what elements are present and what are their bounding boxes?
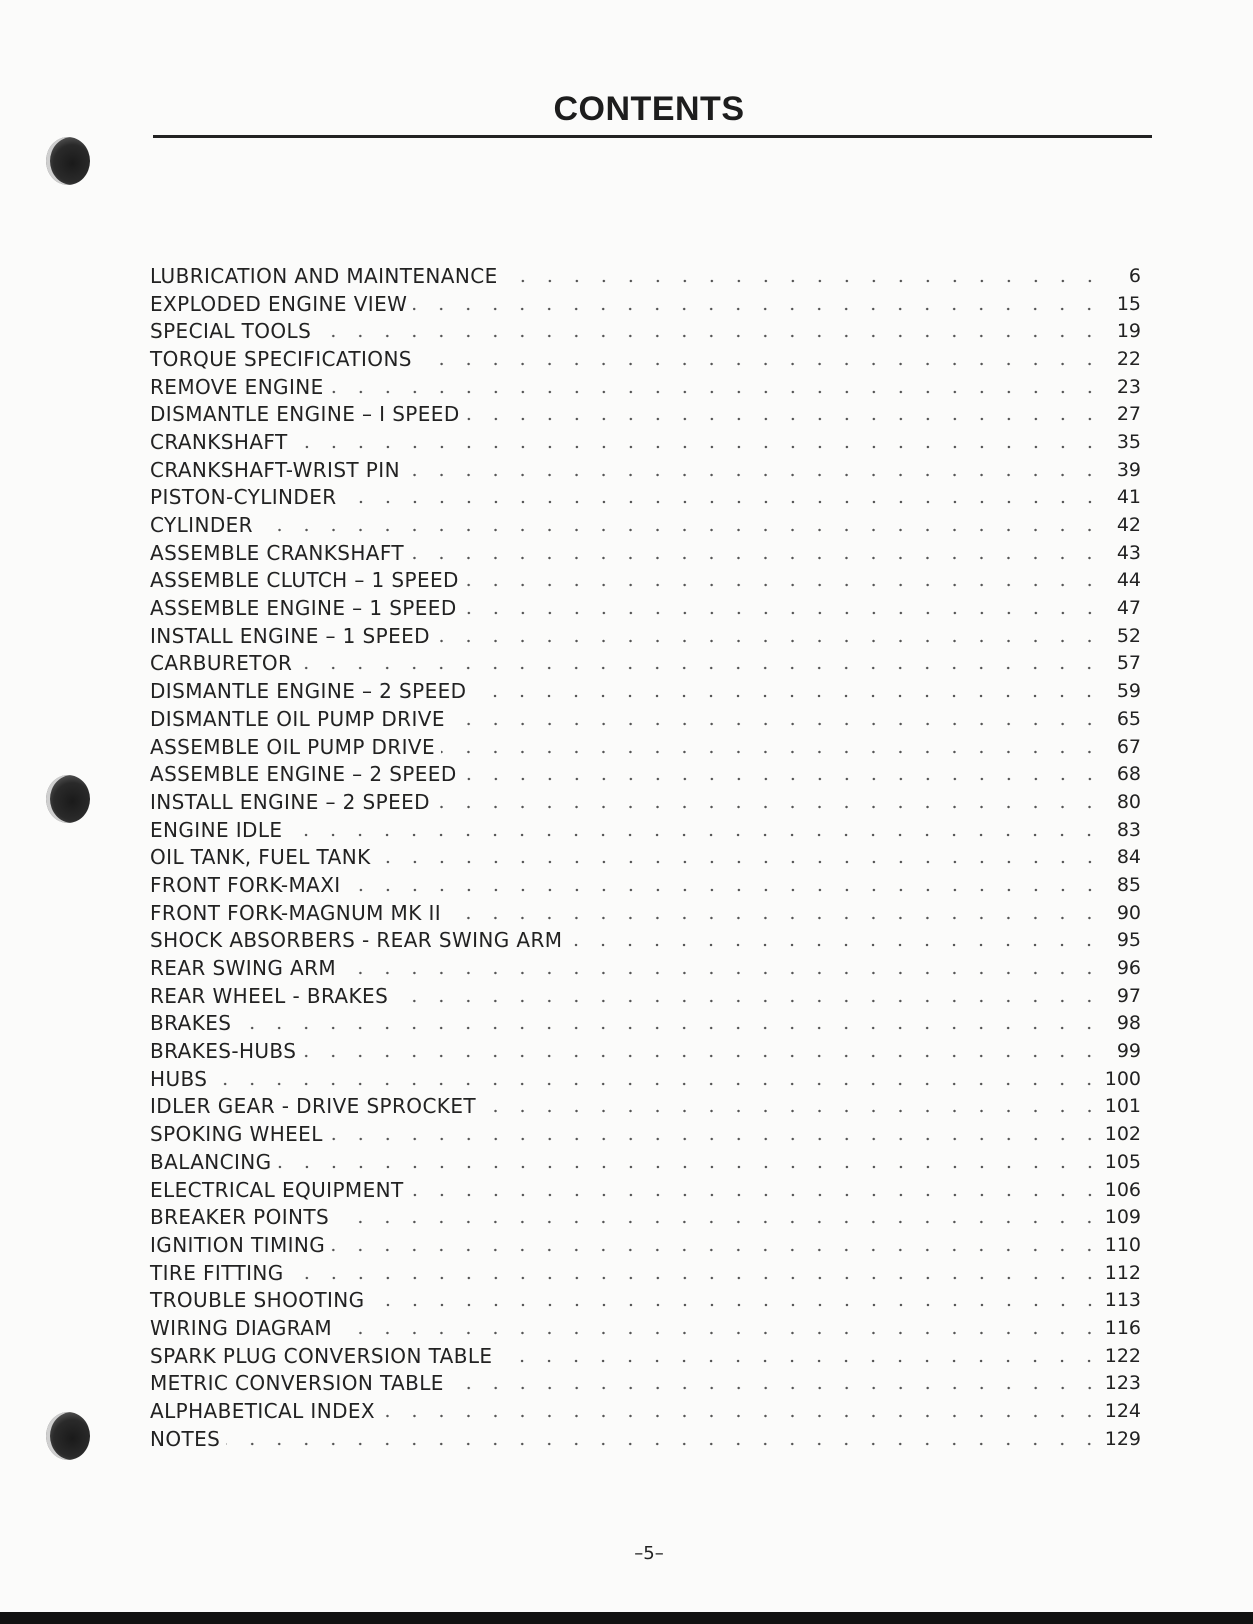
toc-entry-page: 99 xyxy=(1116,1040,1141,1063)
toc-entry xyxy=(150,1259,1141,1287)
dot-leader xyxy=(377,860,1103,864)
toc-entry-label: CYLINDER xyxy=(150,513,253,538)
dot-leader xyxy=(342,971,1103,975)
toc-entry-page: 65 xyxy=(1116,707,1141,730)
dot-leader xyxy=(237,1026,1103,1030)
toc-entry-page: 101 xyxy=(1104,1095,1141,1118)
toc-entry xyxy=(150,650,1141,678)
toc-entry-label: PISTON-CYLINDER xyxy=(150,485,337,510)
dot-leader xyxy=(259,528,1103,532)
toc-entry xyxy=(150,345,1141,373)
dot-leader xyxy=(278,1165,1103,1169)
dot-leader xyxy=(463,777,1103,781)
toc-entry-page: 105 xyxy=(1104,1150,1141,1173)
toc-entry xyxy=(150,843,1141,871)
toc-entry-page: 129 xyxy=(1104,1427,1141,1450)
toc-entry xyxy=(150,733,1141,761)
dot-leader xyxy=(418,362,1103,366)
toc-entry-label: NOTES xyxy=(150,1426,221,1451)
toc-entry-label: REMOVE ENGINE xyxy=(150,374,324,399)
toc-entry xyxy=(150,1037,1141,1065)
toc-entry-page: 68 xyxy=(1116,763,1141,786)
page-title: CONTENTS xyxy=(553,90,745,128)
toc-entry-page: 59 xyxy=(1116,680,1141,703)
page-number: –5– xyxy=(634,1543,664,1564)
toc-entry-page: 123 xyxy=(1104,1372,1141,1395)
toc-entry-page: 52 xyxy=(1116,624,1141,647)
toc-entry xyxy=(150,511,1141,539)
toc-entry-label: OIL TANK, FUEL TANK xyxy=(150,845,371,870)
dot-leader xyxy=(463,611,1103,615)
dot-leader xyxy=(347,888,1103,892)
toc-entry xyxy=(150,290,1141,318)
toc-entry-page: 41 xyxy=(1116,486,1141,509)
toc-entry-page: 110 xyxy=(1104,1233,1141,1256)
toc-entry xyxy=(150,1065,1141,1093)
dot-leader xyxy=(371,1303,1103,1307)
dot-leader xyxy=(226,1442,1103,1446)
toc-entry xyxy=(150,456,1141,484)
toc-entry-label: HUBS xyxy=(150,1066,208,1091)
toc-entry-label: LUBRICATION AND MAINTENANCE xyxy=(150,263,498,288)
toc-entry-page: 95 xyxy=(1116,929,1141,952)
dot-leader xyxy=(330,390,1103,394)
toc-entry-page: 100 xyxy=(1104,1067,1141,1090)
toc-entry-label: INSTALL ENGINE – 1 SPEED xyxy=(150,623,430,648)
toc-entry-label: DISMANTLE OIL PUMP DRIVE xyxy=(150,706,445,731)
toc-entry-page: 39 xyxy=(1116,458,1141,481)
toc-entry xyxy=(150,1314,1141,1342)
toc-entry xyxy=(150,1397,1141,1425)
toc-entry xyxy=(150,484,1141,512)
toc-entry xyxy=(150,1120,1141,1148)
toc-entry-page: 116 xyxy=(1104,1316,1141,1339)
dot-leader xyxy=(472,694,1103,698)
dot-leader xyxy=(331,1248,1103,1252)
toc-entry-page: 57 xyxy=(1116,652,1141,675)
dot-leader xyxy=(466,417,1103,421)
toc-entry-label: REAR SWING ARM xyxy=(150,956,337,981)
toc-entry-page: 112 xyxy=(1104,1261,1141,1284)
toc-entry xyxy=(150,1093,1141,1121)
toc-entry-label: ASSEMBLE ENGINE – 2 SPEED xyxy=(150,762,457,787)
toc-entry-label: CRANKSHAFT xyxy=(150,429,288,454)
toc-entry-page: 35 xyxy=(1116,430,1141,453)
toc-entry-label: FRONT FORK-MAGNUM MK II xyxy=(150,900,442,925)
toc-entry-page: 124 xyxy=(1104,1400,1141,1423)
binder-hole-bottom xyxy=(46,1412,90,1460)
dot-leader xyxy=(381,1414,1103,1418)
toc-entry xyxy=(150,871,1141,899)
toc-entry-page: 113 xyxy=(1104,1289,1141,1312)
dot-leader xyxy=(568,943,1103,947)
title-rule xyxy=(153,135,1152,138)
toc-entry xyxy=(150,816,1141,844)
toc-entry-page: 44 xyxy=(1116,569,1141,592)
toc-entry xyxy=(150,1148,1141,1176)
dot-leader xyxy=(213,1082,1103,1086)
toc-entry xyxy=(150,622,1141,650)
dot-leader xyxy=(294,445,1103,449)
toc-entry xyxy=(150,1370,1141,1398)
toc-entry xyxy=(150,1231,1141,1259)
dot-leader xyxy=(288,833,1103,837)
dot-leader xyxy=(441,750,1103,754)
toc-entry-label: ENGINE IDLE xyxy=(150,817,283,842)
toc-entry-page: 80 xyxy=(1116,790,1141,813)
toc-entry-label: INSTALL ENGINE – 2 SPEED xyxy=(150,789,430,814)
toc-entry-page: 23 xyxy=(1116,375,1141,398)
dot-leader xyxy=(298,666,1103,670)
dot-leader xyxy=(436,805,1103,809)
toc-entry-page: 97 xyxy=(1116,984,1141,1007)
toc-entry xyxy=(150,954,1141,982)
toc-entry-page: 96 xyxy=(1116,957,1141,980)
binder-hole-top xyxy=(46,137,90,185)
toc-entry-label: ASSEMBLE CLUTCH – 1 SPEED xyxy=(150,568,459,593)
dot-leader xyxy=(410,1193,1103,1197)
toc-entry-label: BREAKER POINTS xyxy=(150,1205,330,1230)
dot-leader xyxy=(436,639,1103,643)
toc-entry xyxy=(150,1425,1141,1453)
dot-leader xyxy=(504,279,1103,283)
toc-entry xyxy=(150,982,1141,1010)
toc-entry-label: DISMANTLE ENGINE – 2 SPEED xyxy=(150,679,467,704)
toc-entry-label: FRONT FORK-MAXI xyxy=(150,872,341,897)
toc-entry-label: ELECTRICAL EQUIPMENT xyxy=(150,1177,404,1202)
dot-leader xyxy=(317,334,1103,338)
toc-entry-label: TIRE FITTING xyxy=(150,1260,284,1285)
toc-entry-page: 6 xyxy=(1128,264,1141,287)
toc-entry-page: 47 xyxy=(1116,597,1141,620)
toc-entry-page: 19 xyxy=(1116,320,1141,343)
dot-leader xyxy=(413,307,1103,311)
toc-entry-page: 67 xyxy=(1116,735,1141,758)
toc-entry xyxy=(150,317,1141,345)
dot-leader xyxy=(447,916,1103,920)
toc-entry-label: ALPHABETICAL INDEX xyxy=(150,1399,376,1424)
toc-entry-label: TROUBLE SHOOTING xyxy=(150,1288,365,1313)
toc-entry xyxy=(150,1203,1141,1231)
toc-entry-label: SPARK PLUG CONVERSION TABLE xyxy=(150,1343,493,1368)
binder-hole-middle xyxy=(46,775,90,823)
toc-entry xyxy=(150,1342,1141,1370)
toc-entry xyxy=(150,1286,1141,1314)
dot-leader xyxy=(410,556,1103,560)
toc-entry-page: 83 xyxy=(1116,818,1141,841)
dot-leader xyxy=(394,999,1103,1003)
toc-entry-label: WIRING DIAGRAM xyxy=(150,1315,333,1340)
toc-entry-label: IGNITION TIMING xyxy=(150,1232,326,1257)
toc-entry-page: 90 xyxy=(1116,901,1141,924)
dot-leader xyxy=(465,583,1103,587)
toc-entry-label: BRAKES xyxy=(150,1011,232,1036)
toc-entry-page: 42 xyxy=(1116,514,1141,537)
dot-leader xyxy=(329,1137,1103,1141)
toc-entry xyxy=(150,567,1141,595)
toc-entry xyxy=(150,594,1141,622)
toc-entry-label: TORQUE SPECIFICATIONS xyxy=(150,346,412,371)
toc-entry-label: BALANCING xyxy=(150,1149,272,1174)
toc-entry xyxy=(150,373,1141,401)
dot-leader xyxy=(302,1054,1103,1058)
toc-entry-page: 84 xyxy=(1116,846,1141,869)
dot-leader xyxy=(343,500,1103,504)
toc-entry-page: 98 xyxy=(1116,1012,1141,1035)
dot-leader xyxy=(498,1359,1103,1363)
dot-leader xyxy=(482,1109,1103,1113)
toc-entry-label: ASSEMBLE CRANKSHAFT xyxy=(150,540,405,565)
toc-entry-page: 27 xyxy=(1116,403,1141,426)
toc-entry-label: SPECIAL TOOLS xyxy=(150,319,312,344)
table-of-contents xyxy=(150,262,1141,1453)
dot-leader xyxy=(290,1276,1103,1280)
dot-leader xyxy=(406,473,1103,477)
toc-entry-label: CRANKSHAFT-WRIST PIN xyxy=(150,457,400,482)
toc-entry-label: REAR WHEEL - BRAKES xyxy=(150,983,389,1008)
toc-entry xyxy=(150,705,1141,733)
toc-entry xyxy=(150,760,1141,788)
toc-entry xyxy=(150,262,1141,290)
toc-entry-label: BRAKES-HUBS xyxy=(150,1039,297,1064)
toc-entry xyxy=(150,677,1141,705)
toc-entry-page: 122 xyxy=(1104,1344,1141,1367)
toc-entry-page: 43 xyxy=(1116,541,1141,564)
toc-entry xyxy=(150,927,1141,955)
scan-bottom-edge xyxy=(0,1612,1253,1624)
toc-entry-label: CARBURETOR xyxy=(150,651,293,676)
toc-entry-page: 22 xyxy=(1116,347,1141,370)
toc-entry-page: 106 xyxy=(1104,1178,1141,1201)
toc-entry xyxy=(150,899,1141,927)
dot-leader xyxy=(338,1331,1103,1335)
toc-entry xyxy=(150,428,1141,456)
toc-entry-page: 109 xyxy=(1104,1206,1141,1229)
dot-leader xyxy=(335,1220,1103,1224)
toc-entry xyxy=(150,539,1141,567)
toc-entry-label: ASSEMBLE OIL PUMP DRIVE xyxy=(150,734,436,759)
dot-leader xyxy=(450,1386,1103,1390)
toc-entry-label: SPOKING WHEEL xyxy=(150,1122,323,1147)
toc-entry-page: 102 xyxy=(1104,1123,1141,1146)
toc-entry xyxy=(150,1176,1141,1204)
toc-entry xyxy=(150,400,1141,428)
toc-entry-label: SHOCK ABSORBERS - REAR SWING ARM xyxy=(150,928,563,953)
toc-entry-label: EXPLODED ENGINE VIEW xyxy=(150,291,408,316)
toc-entry-label: DISMANTLE ENGINE – I SPEED xyxy=(150,402,460,427)
toc-entry-label: METRIC CONVERSION TABLE xyxy=(150,1371,444,1396)
toc-entry xyxy=(150,1010,1141,1038)
toc-entry xyxy=(150,788,1141,816)
toc-entry-page: 15 xyxy=(1116,292,1141,315)
dot-leader xyxy=(451,722,1103,726)
toc-entry-label: ASSEMBLE ENGINE – 1 SPEED xyxy=(150,596,457,621)
toc-entry-page: 85 xyxy=(1116,873,1141,896)
toc-entry-label: IDLER GEAR - DRIVE SPROCKET xyxy=(150,1094,476,1119)
